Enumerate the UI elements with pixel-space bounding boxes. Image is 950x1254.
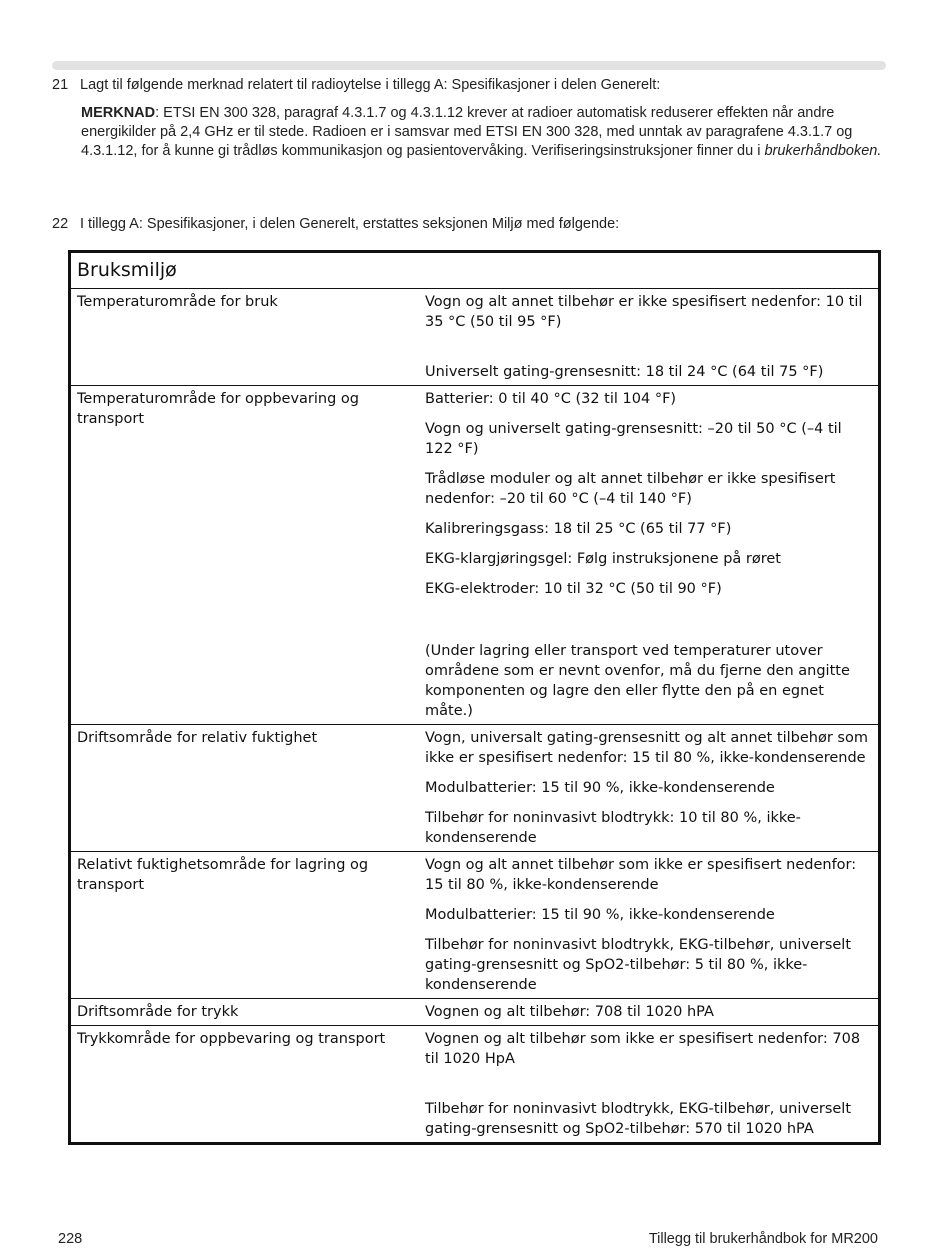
row-value: Modulbatterier: 15 til 90 %, ikke-kondenserende bbox=[425, 907, 775, 923]
table-header-row bbox=[70, 252, 880, 289]
item-text: I tillegg A: Spesifikasjoner, i delen Generelt, erstattes seksjonen Miljø med følgende: bbox=[80, 216, 620, 232]
header-rule bbox=[52, 61, 886, 70]
item-number: 22 bbox=[52, 216, 69, 232]
row-value: (Under lagring eller transport ved temperaturer utover områdene som er nevnt ovenfor, må du fjerne den angitte komponenten og lagre den eller flytte den på en egnet måte.) bbox=[425, 643, 850, 719]
table-row bbox=[70, 1026, 880, 1144]
table-row bbox=[70, 725, 880, 852]
row-value: Tilbehør for noninvasivt blodtrykk: 10 til 80 %, ikke-kondenserende bbox=[425, 810, 801, 846]
row-label: Temperaturområde for oppbevaring og transport bbox=[70, 386, 419, 725]
row-value: Vognen og alt tilbehør som ikke er spesifisert nedenfor: 708 til 1020 HpA bbox=[425, 1031, 861, 1067]
note-italic-text: brukerhåndboken. bbox=[764, 143, 882, 159]
row-value: Vognen og alt tilbehør: 708 til 1020 hPA bbox=[425, 1004, 714, 1020]
row-values bbox=[418, 1026, 880, 1144]
row-value: Vogn og universelt gating-grensesnitt: –20 til 50 °C (–4 til 122 °F) bbox=[425, 421, 842, 457]
row-value: Vogn og alt annet tilbehør er ikke spesifisert nedenfor: 10 til 35 °C (50 til 95 °F) bbox=[425, 294, 863, 330]
row-value: Modulbatterier: 15 til 90 %, ikke-kondenserende bbox=[425, 780, 775, 796]
row-label: Driftsområde for relativ fuktighet bbox=[70, 725, 419, 852]
row-values bbox=[418, 289, 880, 386]
row-value: Vogn og alt annet tilbehør som ikke er spesifisert nedenfor: 15 til 80 %, ikke-kondenserende bbox=[425, 857, 857, 893]
row-value: EKG-elektroder: 10 til 32 °C (50 til 90 °F) bbox=[425, 581, 722, 597]
row-value: Vogn, universalt gating-grensesnitt og alt annet tilbehør som ikke er spesifisert nedenfor: 15 til 80 %, ikke-kondenserende bbox=[425, 730, 868, 766]
row-label: Temperaturområde for bruk bbox=[70, 289, 419, 386]
row-value: Tilbehør for noninvasivt blodtrykk, EKG-tilbehør, universelt gating-grensesnitt og SpO2-tilbehør: 570 til 1020 hPA bbox=[425, 1101, 852, 1137]
row-label: Relativt fuktighetsområde for lagring og transport bbox=[70, 852, 419, 999]
document-title: Tillegg til brukerhåndbok for MR200 bbox=[648, 1231, 878, 1247]
table-row bbox=[70, 289, 880, 386]
row-values bbox=[418, 386, 880, 725]
note-paragraph bbox=[81, 104, 886, 161]
row-value: Kalibreringsgass: 18 til 25 °C (65 til 77 °F) bbox=[425, 521, 732, 537]
note-label: MERKNAD bbox=[81, 105, 156, 121]
table-row bbox=[70, 852, 880, 999]
row-value: Batterier: 0 til 40 °C (32 til 104 °F) bbox=[425, 391, 677, 407]
row-values bbox=[418, 852, 880, 999]
table-row bbox=[70, 386, 880, 725]
row-value: Trådløse moduler og alt annet tilbehør er ikke spesifisert nedenfor: –20 til 60 °C (–4 til 140 °F) bbox=[425, 471, 836, 507]
table-row bbox=[70, 999, 880, 1026]
item-number: 21 bbox=[52, 77, 69, 93]
page-number: 228 bbox=[58, 1231, 83, 1247]
row-value: EKG-klargjøringsgel: Følg instruksjonene på røret bbox=[425, 551, 781, 567]
row-label: Trykkområde for oppbevaring og transport bbox=[70, 1026, 419, 1144]
row-values bbox=[418, 999, 880, 1026]
environment-table bbox=[68, 250, 881, 1145]
table-title: Bruksmiljø bbox=[70, 252, 880, 289]
row-value: Tilbehør for noninvasivt blodtrykk, EKG-tilbehør, universelt gating-grensesnitt og SpO2-tilbehør: 5 til 80 %, ikke-kondenserende bbox=[425, 937, 852, 993]
item-text: Lagt til følgende merknad relatert til radioytelse i tillegg A: Spesifikasjoner i delen Generelt: bbox=[80, 77, 661, 93]
row-values bbox=[418, 725, 880, 852]
row-value: Universelt gating-grensesnitt: 18 til 24 °C (64 til 75 °F) bbox=[425, 364, 824, 380]
row-label: Driftsområde for trykk bbox=[70, 999, 419, 1026]
note-text: : ETSI EN 300 328, paragraf 4.3.1.7 og 4.3.1.12 krever at radioer automatisk reduserer effekten når andre energikilder på 2,4 GHz er til stede. Radioen er i samsvar med ETSI EN 300 328, med unntak av paragrafene 4.3.1.7 og 4.3.1.12, for å kunne gi trådløs kommunikasjon og pasientovervåking. Verifiseringsinstruksjoner finner du i bbox=[81, 105, 853, 159]
